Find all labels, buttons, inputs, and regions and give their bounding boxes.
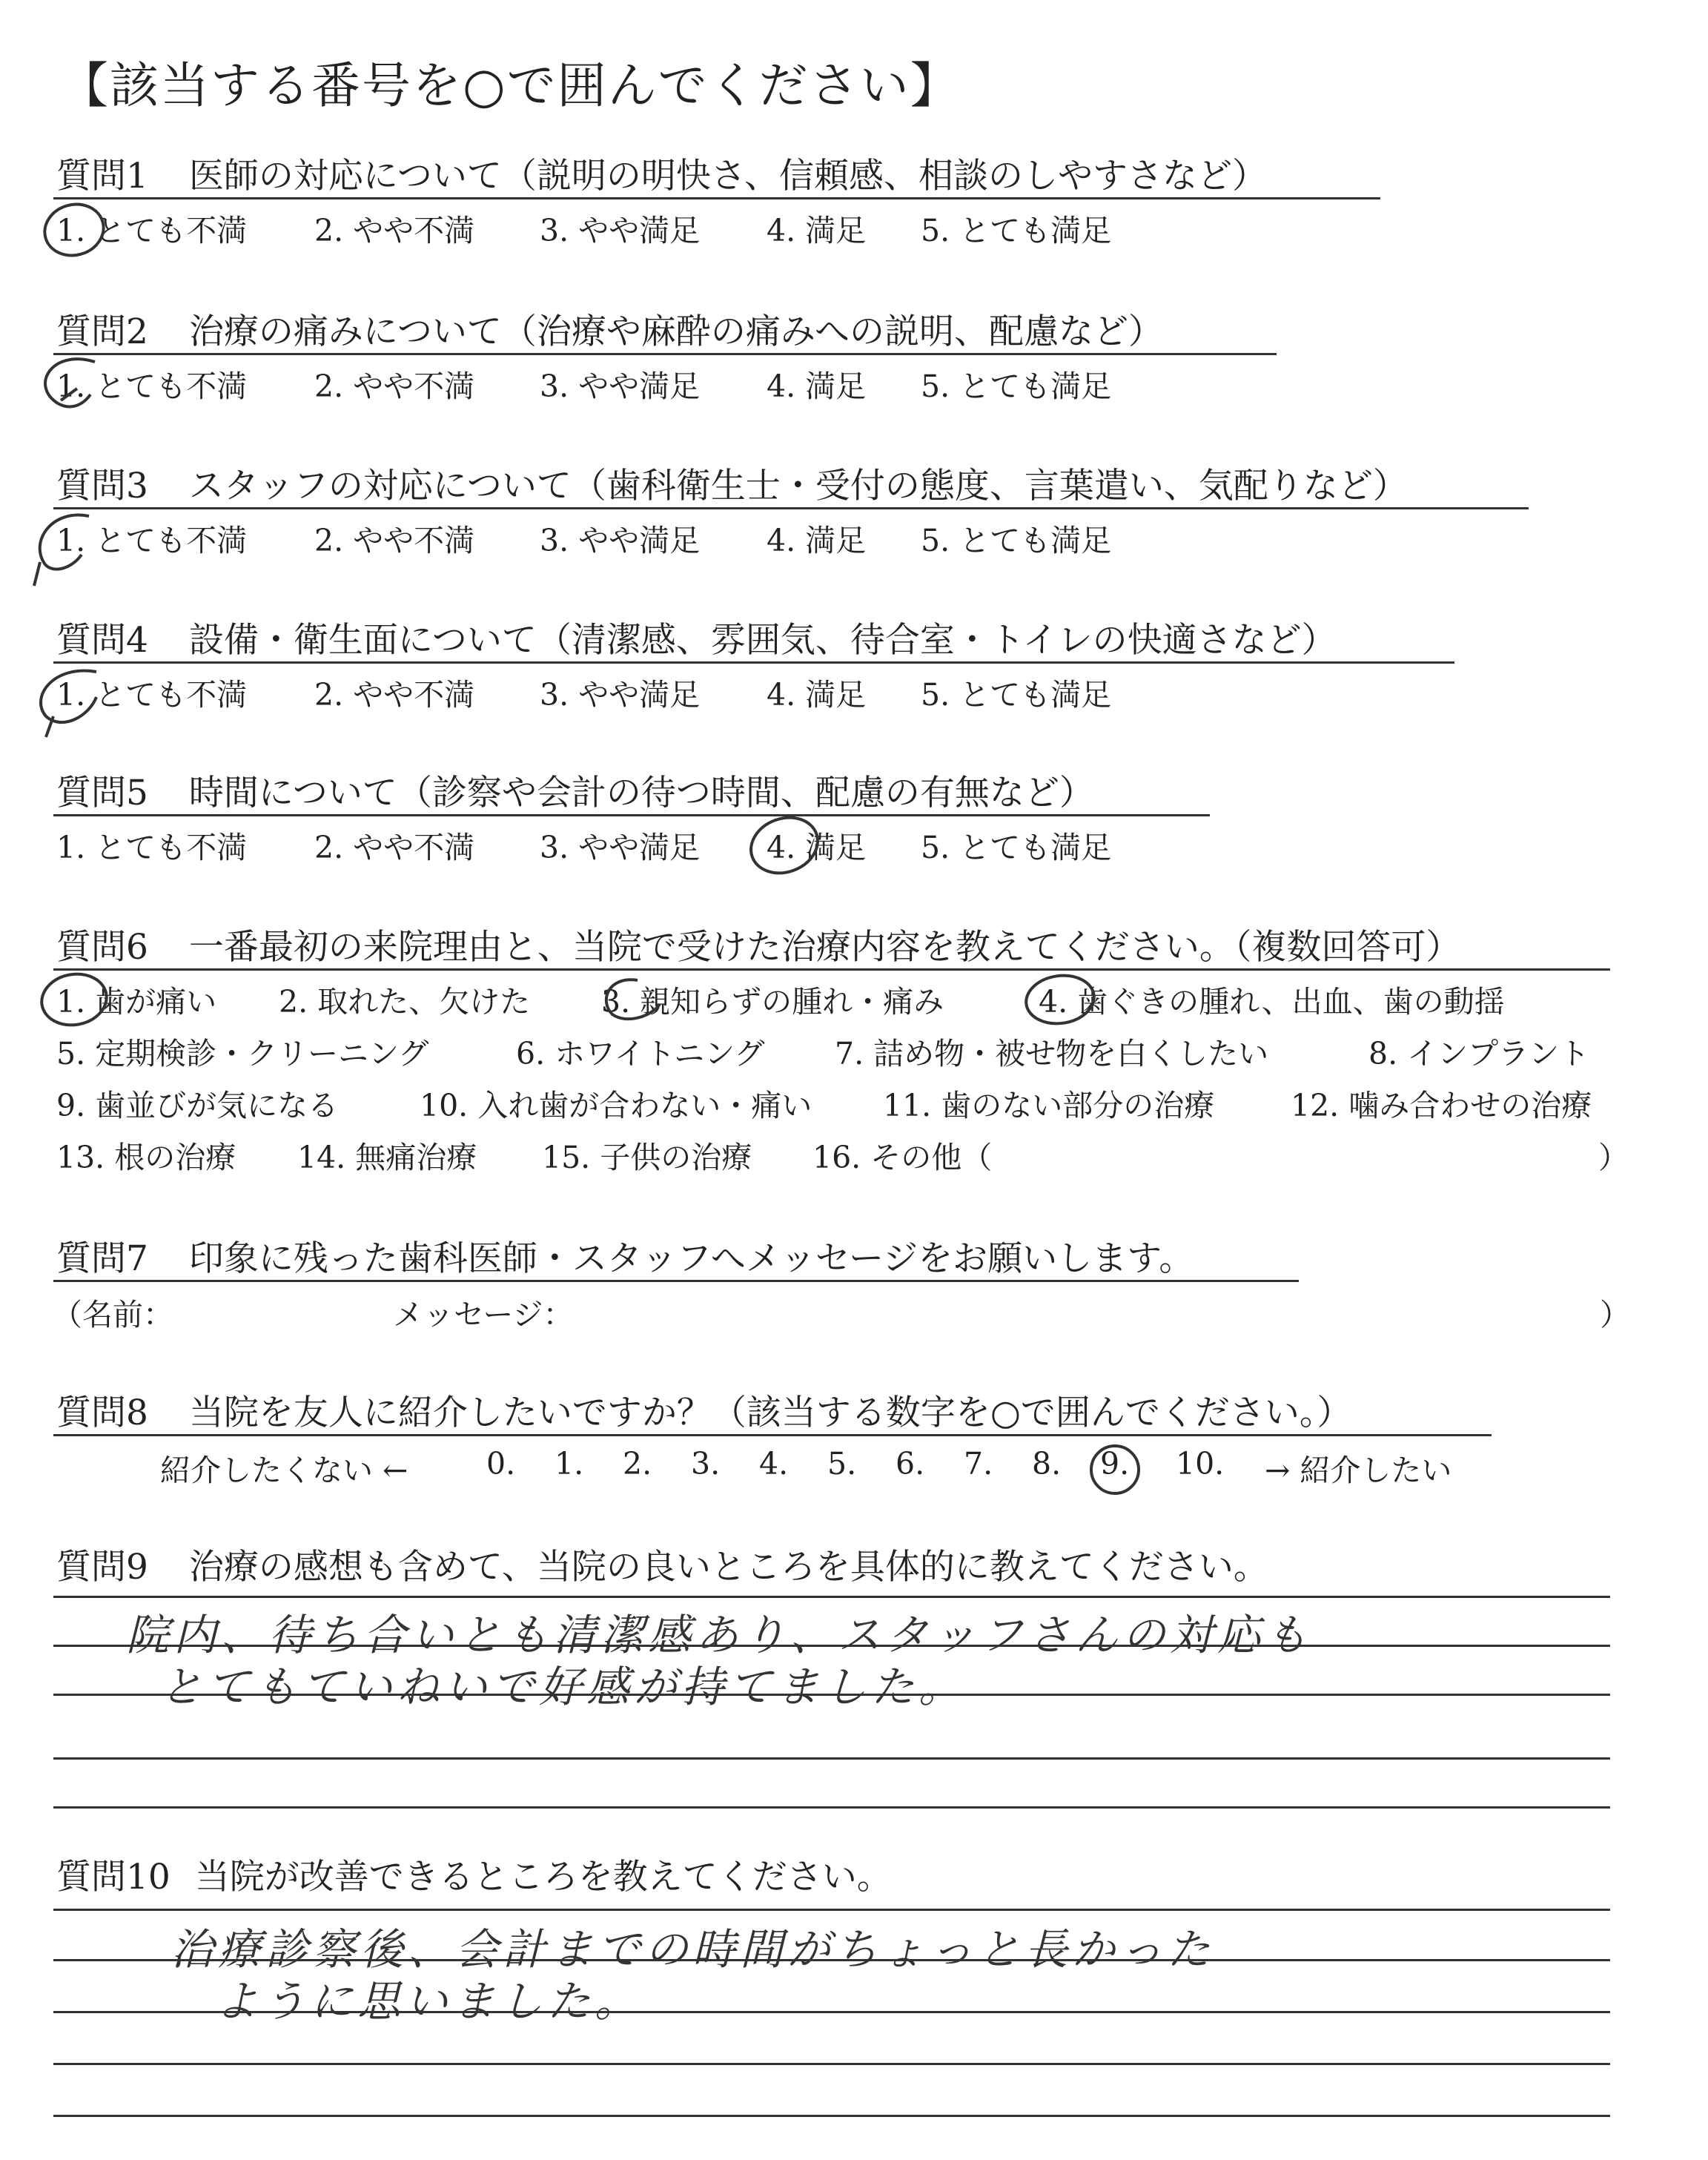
q8-option-9[interactable]: 9.	[1100, 1446, 1130, 1482]
q9-answer-line-1: 院内、待ち合いとも清潔感あり、スタッフさんの対応も	[126, 1610, 1313, 1660]
q4-option-1[interactable]: 1. とても不満	[56, 677, 248, 713]
q8-selection-circle	[1091, 1446, 1139, 1493]
q6-option-11[interactable]: 11. 歯のない部分の治療	[883, 1088, 1215, 1123]
q8-option-2[interactable]: 2.	[623, 1446, 652, 1482]
q8-option-8[interactable]: 8.	[1032, 1446, 1062, 1482]
q8-option-6[interactable]: 6.	[896, 1446, 925, 1482]
q10-label: 質問10	[56, 1857, 171, 1898]
q5-option-1[interactable]: 1. とても不満	[56, 830, 248, 865]
q10-answer-line-2: ように思いました。	[215, 1976, 643, 2027]
q2-option-5[interactable]: 5. とても満足	[921, 369, 1112, 404]
q9-answer-line-2: とてもていねいで好感が持てました。	[159, 1662, 967, 1712]
q3-option-5[interactable]: 5. とても満足	[921, 523, 1112, 558]
q6-option-13[interactable]: 13. 根の治療	[56, 1140, 236, 1175]
q3-selection-tail	[34, 562, 40, 586]
q2-option-4[interactable]: 4. 満足	[767, 369, 867, 404]
q7-text: 印象に残った歯科医師・スタッフへメッセージをお願いします。	[188, 1238, 1194, 1279]
q6-option-2[interactable]: 2. 取れた、欠けた	[279, 984, 531, 1020]
q4-selection-circle	[41, 671, 96, 723]
q3-option-2[interactable]: 2. やや不満	[314, 523, 475, 558]
q5-option-5[interactable]: 5. とても満足	[921, 830, 1112, 865]
page-title: 【該当する番号を○で囲んでください】	[59, 57, 961, 114]
q8-option-1[interactable]: 1.	[555, 1446, 584, 1482]
q6-option-12[interactable]: 12. 噛み合わせの治療	[1291, 1088, 1592, 1123]
q6-option-14[interactable]: 14. 無痛治療	[297, 1140, 477, 1175]
q6-option-7[interactable]: 7. 詰め物・被せ物を白くしたい	[835, 1036, 1269, 1071]
q1-option-1[interactable]: 1. とても不満	[56, 213, 248, 248]
q3-text: スタッフの対応について（歯科衛生士・受付の態度、言葉遣い、気配りなど）	[188, 466, 1408, 506]
q6-selection-circle-3	[606, 980, 660, 1019]
q8-text: 当院を友人に紹介したいですか？（該当する数字を○で囲んでください。）	[188, 1393, 1352, 1433]
q6-option-9[interactable]: 9. 歯並びが気になる	[56, 1088, 339, 1123]
q4-option-4[interactable]: 4. 満足	[767, 677, 867, 713]
q4-option-3[interactable]: 3. やや満足	[540, 677, 701, 713]
q2-option-3[interactable]: 3. やや満足	[540, 369, 701, 404]
q4-option-2[interactable]: 2. やや不満	[314, 677, 475, 713]
q9-text: 治療の感想も含めて、当院の良いところを具体的に教えてください。	[188, 1547, 1268, 1588]
q6-option-15[interactable]: 15. 子供の治療	[542, 1140, 752, 1175]
q8-option-5[interactable]: 5.	[827, 1446, 857, 1482]
q1-selection-circle	[39, 198, 110, 262]
q4-option-5[interactable]: 5. とても満足	[921, 677, 1112, 713]
q4-label: 質問4	[56, 620, 148, 661]
q5-option-2[interactable]: 2. やや不満	[314, 830, 475, 865]
q5-option-3[interactable]: 3. やや満足	[540, 830, 701, 865]
q5-selection-circle	[743, 808, 825, 882]
q4-text: 設備・衛生面について（清潔感、雰囲気、待合室・トイレの快適さなど）	[188, 620, 1337, 661]
q7-name-label: （名前：	[52, 1297, 173, 1332]
q2-option-1[interactable]: 1. とても不満	[56, 369, 248, 404]
q1-label: 質問1	[56, 156, 148, 196]
q6-option-4[interactable]: 4. 歯ぐきの腫れ、出血、歯の動揺	[1039, 984, 1505, 1020]
q6-selection-circle-4	[1023, 971, 1097, 1028]
q1-option-2[interactable]: 2. やや不満	[314, 213, 475, 248]
q7-message-label: メッセージ：	[393, 1297, 574, 1332]
q6-other-close-paren: ）	[1598, 1140, 1629, 1175]
q1-text: 医師の対応について（説明の明快さ、信頼感、相談のしやすさなど）	[188, 156, 1268, 196]
q1-option-4[interactable]: 4. 満足	[767, 213, 867, 248]
q10-answer-line-1: 治療診察後、会計までの時間がちょっと長かった	[171, 1924, 1215, 1975]
q5-option-4[interactable]: 4. 満足	[767, 830, 867, 865]
q3-label: 質問3	[56, 466, 148, 506]
q6-option-6[interactable]: 6. ホワイトニング	[516, 1036, 765, 1071]
q6-text: 一番最初の来院理由と、当院で受けた治療内容を教えてください。（複数回答可）	[188, 927, 1461, 968]
q8-label: 質問8	[56, 1393, 148, 1433]
q2-text: 治療の痛みについて（治療や麻酔の痛みへの説明、配慮など）	[188, 311, 1163, 352]
q6-option-16[interactable]: 16. その他（	[812, 1140, 993, 1175]
q2-selection-tail	[61, 389, 77, 400]
q5-label: 質問5	[56, 773, 148, 813]
q8-right-label: → 紹介したい	[1265, 1453, 1452, 1488]
q1-option-3[interactable]: 3. やや満足	[540, 213, 701, 248]
q8-option-7[interactable]: 7.	[964, 1446, 993, 1482]
q2-label: 質問2	[56, 311, 148, 352]
q9-label: 質問9	[56, 1547, 148, 1588]
q6-option-10[interactable]: 10. 入れ歯が合わない・痛い	[420, 1088, 812, 1123]
q3-option-1[interactable]: 1. とても不満	[56, 523, 248, 558]
q6-selection-circle-1	[38, 969, 110, 1030]
q3-option-3[interactable]: 3. やや満足	[540, 523, 701, 558]
q8-option-10[interactable]: 10.	[1176, 1446, 1225, 1482]
q6-option-5[interactable]: 5. 定期検診・クリーニング	[56, 1036, 429, 1071]
q6-option-1[interactable]: 1. 歯が痛い	[56, 984, 217, 1020]
q3-selection-circle	[40, 515, 89, 569]
q2-selection-circle	[45, 359, 95, 406]
q8-option-0[interactable]: 0.	[486, 1446, 516, 1482]
q2-option-2[interactable]: 2. やや不満	[314, 369, 475, 404]
q8-option-3[interactable]: 3.	[691, 1446, 721, 1482]
q7-label: 質問7	[56, 1238, 148, 1279]
q6-option-8[interactable]: 8. インプラント	[1368, 1036, 1590, 1071]
q3-option-4[interactable]: 4. 満足	[767, 523, 867, 558]
q10-text: 当院が改善できるところを教えてください。	[194, 1857, 892, 1898]
q1-option-5[interactable]: 5. とても満足	[921, 213, 1112, 248]
q7-close-paren: ）	[1600, 1297, 1630, 1332]
q6-option-3[interactable]: 3. 親知らずの腫れ・痛み	[601, 984, 944, 1020]
q8-left-label: 紹介したくない ←	[160, 1453, 408, 1488]
q5-text: 時間について（診察や会計の待つ時間、配慮の有無など）	[188, 773, 1094, 813]
q6-label: 質問6	[56, 927, 148, 968]
q8-option-4[interactable]: 4.	[759, 1446, 789, 1482]
